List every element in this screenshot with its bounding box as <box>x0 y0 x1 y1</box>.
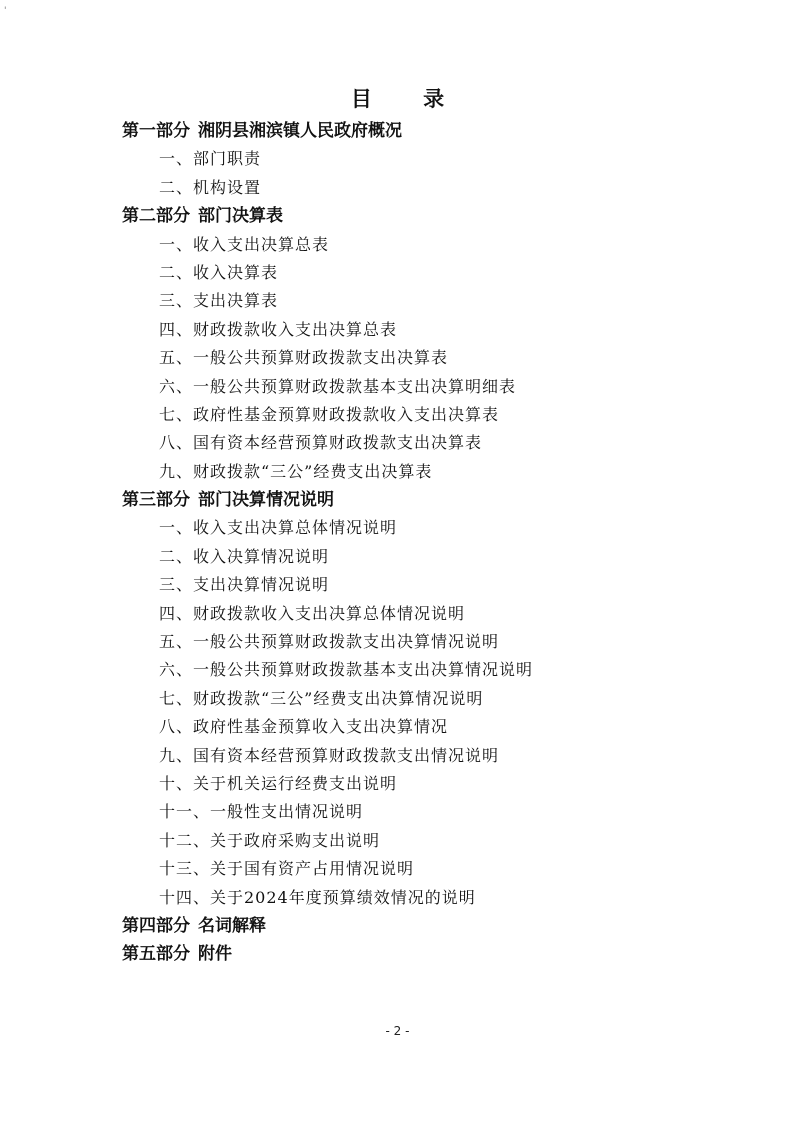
toc-section-item: 一、部门职责 <box>159 149 262 169</box>
toc-section-item: 一、收入支出决算总体情况说明 <box>159 518 398 538</box>
toc-part-title: 部门决算情况说明 <box>198 490 334 511</box>
toc-section-item: 八、政府性基金预算收入支出决算情况 <box>159 717 449 737</box>
toc-section-item: 九、国有资本经营预算财政拨款支出情况说明 <box>159 745 500 765</box>
toc-section-item: 五、一般公共预算财政拨款支出决算表 <box>159 348 449 368</box>
toc-part-5 <box>0 940 795 968</box>
toc-section-item: 三、支出决算情况说明 <box>159 575 330 595</box>
toc-part-3 <box>0 486 795 514</box>
toc-section-item: 七、政府性基金预算财政拨款收入支出决算表 <box>159 404 500 424</box>
table-of-contents <box>0 117 795 969</box>
toc-section-item: 四、财政拨款收入支出决算总体情况说明 <box>159 603 466 623</box>
toc-section-item: 六、一般公共预算财政拨款基本支出决算明细表 <box>159 376 517 396</box>
toc-part-title: 湘阴县湘滨镇人民政府概况 <box>198 121 402 141</box>
toc-part-number: 第一部分 <box>122 121 190 141</box>
toc-part-number: 第五部分 <box>122 944 190 965</box>
toc-section-item: 十一、一般性支出情况说明 <box>159 802 364 822</box>
toc-section-item: 三、支出决算表 <box>159 291 279 311</box>
toc-section-item: 二、收入决算情况说明 <box>159 546 330 566</box>
scan-corner-mark: ' <box>4 6 7 16</box>
toc-title: 目 录 <box>350 86 467 111</box>
toc-section-item: 一、收入支出决算总表 <box>159 234 330 254</box>
toc-part-title: 名词解释 <box>198 915 266 936</box>
toc-section-item: 十四、关于2024年度预算绩效情况的说明 <box>159 887 476 907</box>
page-number: - 2 - <box>385 1024 410 1038</box>
toc-section-item: 六、一般公共预算财政拨款基本支出决算情况说明 <box>159 660 534 680</box>
toc-section-item: 二、机构设置 <box>159 177 262 197</box>
toc-section-item: 十、关于机关运行经费支出说明 <box>159 773 398 793</box>
toc-part-4 <box>0 912 795 940</box>
toc-part-title: 部门决算表 <box>198 206 283 227</box>
toc-part-2 <box>0 202 795 230</box>
toc-section-item: 十二、关于政府采购支出说明 <box>159 830 381 850</box>
toc-section-item: 十三、关于国有资产占用情况说明 <box>159 859 415 879</box>
toc-part-1 <box>0 117 795 145</box>
toc-part-number: 第三部分 <box>122 490 190 511</box>
toc-section-item: 八、国有资本经营预算财政拨款支出决算表 <box>159 433 483 453</box>
toc-section-item: 二、收入决算表 <box>159 262 279 282</box>
toc-section-item: 七、财政拨款“三公”经费支出决算情况说明 <box>159 688 484 708</box>
toc-section-item: 五、一般公共预算财政拨款支出决算情况说明 <box>159 632 500 652</box>
toc-section-item: 四、财政拨款收入支出决算总表 <box>159 319 398 339</box>
toc-part-number: 第二部分 <box>122 206 190 227</box>
toc-section-item: 九、财政拨款“三公”经费支出决算表 <box>159 461 433 481</box>
toc-part-title: 附件 <box>198 944 232 965</box>
toc-part-number: 第四部分 <box>122 915 190 936</box>
